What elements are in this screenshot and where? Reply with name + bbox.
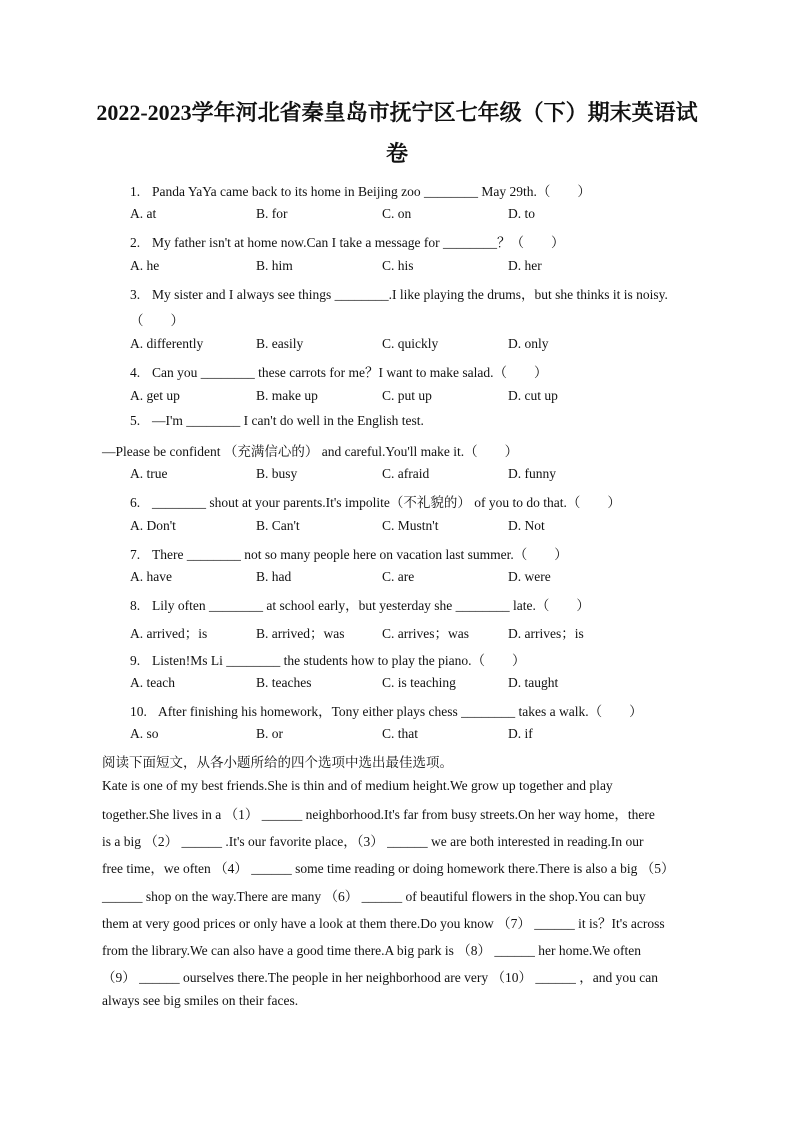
option-c[interactable]: C. put up <box>382 388 432 403</box>
option-a[interactable]: A. at <box>130 206 157 221</box>
question-text: There ________ not so many people here on vacation last summer.（ ） <box>152 547 568 562</box>
option-b[interactable]: B. or <box>256 726 283 741</box>
question-6 <box>130 491 621 511</box>
option-a[interactable]: A. get up <box>130 388 180 403</box>
option-d[interactable]: D. if <box>508 726 533 741</box>
option-b[interactable]: B. make up <box>256 388 318 403</box>
question-1 <box>130 180 591 200</box>
option-b[interactable]: B. Can't <box>256 518 300 533</box>
question-number: 4. <box>130 365 141 380</box>
passage-line: ______ shop on the way.There are many （6） ______ of beautiful flowers in the shop.You can buy <box>102 889 646 904</box>
exam-title-line-2: 卷 <box>385 141 408 166</box>
question-2 <box>130 231 564 251</box>
question-text: My sister and I always see things ________.I like playing the drums，but she thinks it is noisy. <box>152 287 668 302</box>
question-text: Panda YaYa came back to its home in Beijing zoo ________ May 29th.（ ） <box>152 184 591 199</box>
passage-line: is a big （2） ______ .It's our favorite place，（3） ______ we are both interested in reading.In our <box>102 834 644 849</box>
option-a[interactable]: A. have <box>130 569 172 584</box>
question-3 <box>130 283 668 303</box>
option-d[interactable]: D. to <box>508 206 535 221</box>
option-b[interactable]: B. arrived；was <box>256 626 345 641</box>
question-number: 5. <box>130 413 141 428</box>
option-d[interactable]: D. Not <box>508 518 545 533</box>
option-a[interactable]: A. Don't <box>130 518 176 533</box>
question-text: Can you ________ these carrots for me？I want to make salad.（ ） <box>152 365 548 380</box>
option-d[interactable]: D. cut up <box>508 388 558 403</box>
question-5 <box>130 413 424 429</box>
option-d[interactable]: D. were <box>508 569 551 584</box>
option-c[interactable]: C. afraid <box>382 466 430 481</box>
option-b[interactable]: B. easily <box>256 336 304 351</box>
passage-line: together.She lives in a （1） ______ neighborhood.It's far from busy streets.On her way home，there <box>102 807 655 822</box>
question-number: 3. <box>130 287 141 302</box>
option-a[interactable]: A. differently <box>130 336 204 351</box>
option-a[interactable]: A. so <box>130 726 159 741</box>
exam-title-line-1: 2022-2023学年河北省秦皇岛市抚宁区七年级（下）期末英语试 <box>96 100 698 125</box>
exam-title <box>90 92 704 174</box>
option-c[interactable]: C. his <box>382 258 414 273</box>
passage-line: always see big smiles on their faces. <box>102 993 299 1008</box>
option-a[interactable]: A. arrived；is <box>130 626 208 641</box>
option-c[interactable]: C. arrives；was <box>382 626 469 641</box>
option-c[interactable]: C. Mustn't <box>382 518 439 533</box>
option-c[interactable]: C. is teaching <box>382 675 456 690</box>
option-d[interactable]: D. taught <box>508 675 559 690</box>
question-8 <box>130 594 590 614</box>
option-b[interactable]: B. busy <box>256 466 298 481</box>
passage-line: free time，we often （4） ______ some time reading or doing homework there.There is also a big （5） <box>102 861 675 876</box>
question-text: After finishing his homework，Tony either plays chess ________ takes a walk.（ ） <box>158 704 643 719</box>
option-b[interactable]: B. teaches <box>256 675 312 690</box>
question-text: Lily often ________ at school early，but yesterday she ________ late.（ ） <box>152 598 590 613</box>
question-number: 9. <box>130 653 141 668</box>
option-b[interactable]: B. for <box>256 206 288 221</box>
reading-instruction: 阅读下面短文，从各小题所给的四个选项中选出最佳选项。 <box>102 755 453 771</box>
option-a[interactable]: A. he <box>130 258 160 273</box>
option-a[interactable]: A. true <box>130 466 168 481</box>
question-number: 7. <box>130 547 141 562</box>
option-d[interactable]: D. only <box>508 336 549 351</box>
question-number: 8. <box>130 598 141 613</box>
question-9 <box>130 649 525 669</box>
question-7 <box>130 543 568 563</box>
question-10 <box>130 700 643 720</box>
question-4 <box>130 361 548 381</box>
question-number: 2. <box>130 235 141 250</box>
option-b[interactable]: B. him <box>256 258 293 273</box>
option-d[interactable]: D. funny <box>508 466 556 481</box>
option-d[interactable]: D. her <box>508 258 542 273</box>
question-number: 1. <box>130 184 141 199</box>
passage-line: Kate is one of my best friends.She is thin and of medium height.We grow up together and play <box>102 778 613 793</box>
question-3-continuation: （ ） <box>130 313 184 328</box>
passage-line: （9） ______ ourselves there.The people in her neighborhood are very （10） ______ ，and you can <box>102 970 658 985</box>
question-5-continuation: —Please be confident （充满信心的） and careful.You'll make it.（ ） <box>102 444 519 459</box>
question-number: 6. <box>130 495 141 510</box>
question-text: —I'm ________ I can't do well in the English test. <box>152 413 424 428</box>
question-text: My father isn't at home now.Can I take a message for ________？（ ） <box>152 235 565 250</box>
question-number: 10. <box>130 704 147 719</box>
passage-line: them at very good prices or only have a look at them there.Do you know （7） ______ it is？It's across <box>102 916 665 931</box>
option-d[interactable]: D. arrives；is <box>508 626 584 641</box>
option-c[interactable]: C. are <box>382 569 415 584</box>
passage-line: from the library.We can also have a good time there.A big park is （8） ______ her home.We often <box>102 943 642 958</box>
question-text: Listen!Ms Li ________ the students how to play the piano.（ ） <box>152 653 526 668</box>
question-text: ________ shout at your parents.It's impolite（不礼貌的） of you to do that.（ ） <box>152 495 621 510</box>
option-c[interactable]: C. on <box>382 206 412 221</box>
option-a[interactable]: A. teach <box>130 675 175 690</box>
option-c[interactable]: C. that <box>382 726 418 741</box>
option-c[interactable]: C. quickly <box>382 336 439 351</box>
option-b[interactable]: B. had <box>256 569 292 584</box>
